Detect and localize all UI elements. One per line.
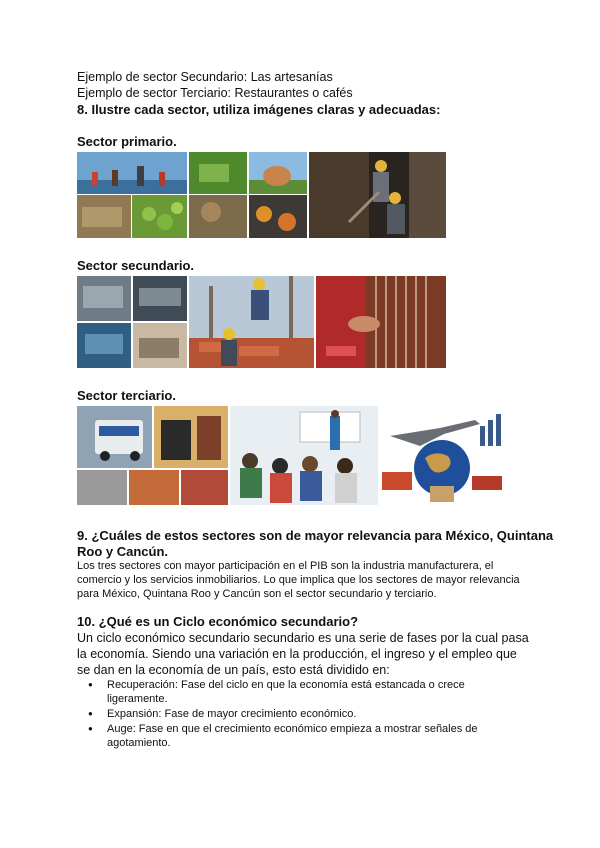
collage-fishing-farming-icon <box>77 152 187 238</box>
globe-transport-icon <box>380 406 506 505</box>
ejemplo-secundario-line: Ejemplo de sector Secundario: Las artesanías <box>77 70 333 84</box>
question-10-title: 10. ¿Qué es un Ciclo económico secundario? <box>77 614 359 629</box>
question-8-title: 8. Ilustre cada sector, utiliza imágenes claras y adecuadas: <box>77 102 441 117</box>
miners-icon <box>309 152 446 238</box>
list-item: ● Expansión: Fase de mayor crecimiento económico. <box>77 707 507 721</box>
sector-secundario-heading: Sector secundario. <box>77 258 195 273</box>
weaving-loom-icon <box>316 276 446 368</box>
factory-collage-icon <box>77 276 187 368</box>
phases-list <box>77 678 507 751</box>
sector-primario-heading: Sector primario. <box>77 134 177 149</box>
question-10-answer: Un ciclo económico secundario secundario es una serie de fases por la cual pasa la economía. Siendo una variación en la producción, el ingreso y el empleo que se dan en la economía de un país, esto está dividido en: <box>77 631 529 677</box>
question-9-title-line2: Roo y Cancún. <box>77 544 169 559</box>
question-9-answer: Los tres sectores con mayor participación en el PIB son la industria manufacturera, el comercio y los servicios inmobiliarios. Lo que implica que los sectores de mayor relevancia para México, Quintana Roo y Cancún son el sector secundario y terciario. <box>77 560 520 600</box>
services-collage-icon <box>77 406 228 505</box>
construction-workers-icon <box>189 276 314 368</box>
list-item: ● Auge: Fase en que el crecimiento económico empieza a mostrar señales de agotamiento. <box>77 722 507 750</box>
sector-terciario-heading: Sector terciario. <box>77 388 176 403</box>
list-item: ● Recuperación: Fase del ciclo en que la economía está estancada o crece ligeramente. <box>77 678 507 706</box>
classroom-icon <box>230 406 378 505</box>
question-9-title-line1: 9. ¿Cuáles de estos sectores son de mayor relevancia para México, Quintana <box>77 528 554 543</box>
ejemplo-terciario-line: Ejemplo de sector Terciario: Restaurantes o cafés <box>77 86 353 100</box>
collage-agriculture-cattle-icon <box>189 152 307 238</box>
